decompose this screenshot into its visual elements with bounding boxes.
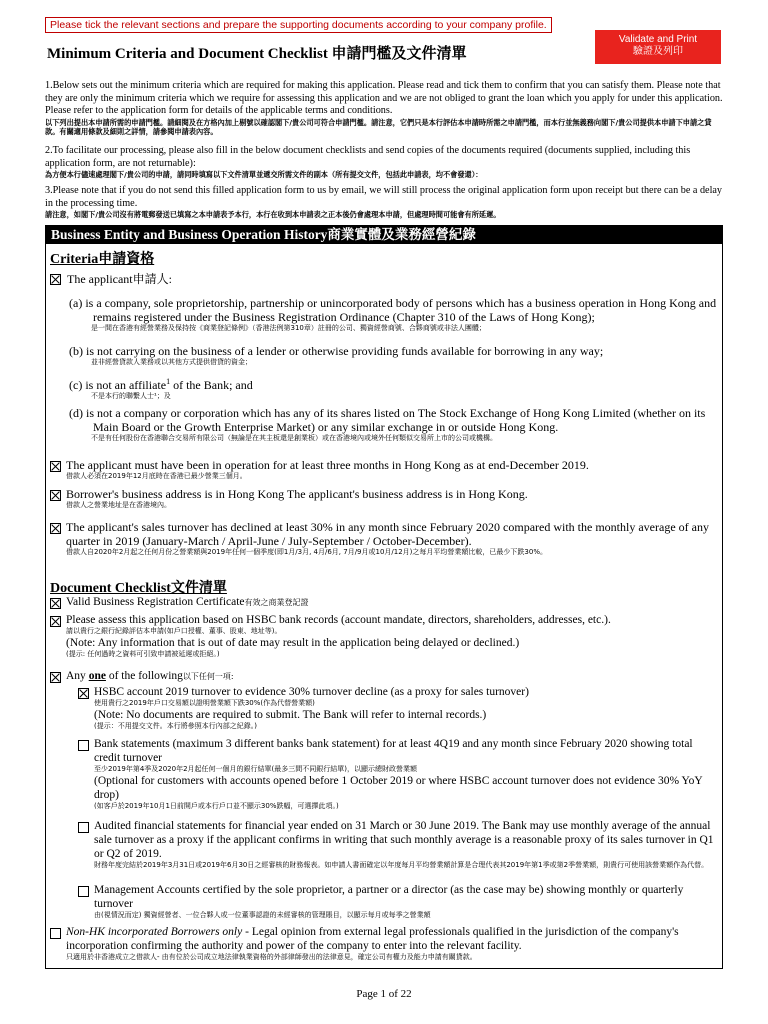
bank-statements-en: Bank statements (maximum 3 different banks bank statement) for at least 4Q19 and any month since February 2020 showing total credit turnover xyxy=(94,738,693,764)
criterion-b-en: (b) is not carrying on the business of a lender or otherwise providing funds available for borrowing in any way; xyxy=(69,344,604,358)
intro-2-zh: 為方便本行儘速處理閣下/貴公司的申請，請同時填寫以下文件清單並遞交所需文件的副本（所有提交文件，包括此申請表，均不會發還）： xyxy=(45,170,483,179)
any-one-emphasis: one xyxy=(88,670,106,682)
hsbc-records-zh: 請以貴行之銀行紀錄評估本申請(如戶口授權、董事、股東、地址等)。 xyxy=(66,627,282,635)
validate-button-label-zh: 驗證及列印 xyxy=(633,46,683,57)
bank-statements-option-checkbox[interactable] xyxy=(78,740,89,751)
business-registration-item xyxy=(66,595,309,609)
audited-statements-en: Audited financial statements for financial year ended on 31 March or 30 June 2019. The Bank may use monthly average of the annual sale turnover as a proxy if the applicant confirms in writing that such monthly average is a reasonable proxy of its sales turnover in Q1 or Q2 of 2019. xyxy=(94,820,714,860)
operation-period-criterion xyxy=(66,458,716,481)
operation-period-checkbox[interactable] xyxy=(50,461,61,472)
document-checklist-heading: Document Checklist文件清單 xyxy=(50,581,227,596)
hsbc-records-item xyxy=(66,613,716,659)
turnover-decline-en: The applicant's sales turnover has declined at least 30% in any month since February 2020 compared with the monthly average of any quarter in 2019 (January-March / April-June / July-September / October-December). xyxy=(66,520,709,548)
operation-period-zh: 借款人必須在2019年12月底時在香港已最少營業三個月。 xyxy=(66,472,247,480)
intro-paragraph-1 xyxy=(45,80,723,136)
turnover-decline-checkbox[interactable] xyxy=(50,523,61,534)
audited-statements-option xyxy=(94,819,719,870)
any-one-zh: 以下任何一項: xyxy=(182,672,234,681)
hsbc-note-en: (Note: Any information that is out of date may result in the application being delayed or declined.) xyxy=(66,637,520,649)
audited-statements-option-checkbox[interactable] xyxy=(78,822,89,833)
validate-and-print-button[interactable] xyxy=(595,30,721,64)
management-accounts-option xyxy=(94,883,719,920)
bank-statements-note-en: (Optional for customers with accounts opened before 1 October 2019 or where HSBC account turnover does not evidence 30% YoY drop) xyxy=(94,775,703,801)
any-one-pre: Any xyxy=(66,670,89,682)
hsbc-turnover-note-zh: (提示：不用提交文件。本行將參照本行內部之紀錄。) xyxy=(94,722,257,730)
turnover-decline-criterion xyxy=(66,520,721,557)
intro-3-zh: 請注意，如閣下/貴公司沒有將電郵發送已填寫之本申請表予本行，本行在收到本申請表之正本後仍會處理本申請，但處理時間可能會有所延遲。 xyxy=(45,210,501,219)
hsbc-records-checkbox[interactable] xyxy=(50,616,61,627)
criterion-c-en-post: of the Bank; and xyxy=(170,378,253,392)
business-registration-checkbox[interactable] xyxy=(50,598,61,609)
criterion-d-zh: 不是有任何股份在香港聯合交易所有限公司（無論是在其主板還是創業板）或在香港境內或境外任何類似交易所上市的公司或機構。 xyxy=(91,434,497,442)
criterion-b xyxy=(69,344,719,367)
intro-paragraph-3 xyxy=(45,185,723,219)
management-accounts-option-checkbox[interactable] xyxy=(78,886,89,897)
hsbc-turnover-zh: 使用貴行之2019年戶口交易額以證明營業額下跌30%(作為代替營業額) xyxy=(94,699,315,707)
hsbc-records-en: Please assess this application based on HSBC bank records (account mandate, directors, shareholders, addresses, etc.). xyxy=(66,614,611,626)
any-one-item xyxy=(66,669,234,683)
validate-button-label-en: Validate and Print xyxy=(618,34,698,45)
applicant-label: The applicant申請人: xyxy=(67,272,172,286)
operation-period-en: The applicant must have been in operation for at least three months in Hong Kong as at end-December 2019. xyxy=(66,458,589,472)
non-hk-borrower-item xyxy=(66,925,716,962)
intro-2-en: 2.To facilitate our processing, please also fill in the below document checklists and send copies of the documents required (documents supplied, including this application form, are not returnable): xyxy=(45,145,691,169)
non-hk-borrower-checkbox[interactable] xyxy=(50,928,61,939)
page-number: Page 1 of 22 xyxy=(356,988,412,1000)
criterion-a xyxy=(69,296,719,333)
hsbc-turnover-option-checkbox[interactable] xyxy=(78,688,89,699)
criteria-heading: Criteria申請資格 xyxy=(50,252,155,267)
hsbc-turnover-en: HSBC account 2019 turnover to evidence 30% turnover decline (as a proxy for sales turnover) xyxy=(94,686,529,698)
instruction-notice: Please tick the relevant sections and prepare the supporting documents according to your company profile. xyxy=(45,17,552,33)
page-title: Minimum Criteria and Document Checklist 申請門檻及文件清單 xyxy=(47,46,467,62)
any-one-checkbox[interactable] xyxy=(50,672,61,683)
footnote-marker: 1 xyxy=(166,377,171,386)
hsbc-turnover-note-en: (Note: No documents are required to submit. The Bank will refer to internal records.) xyxy=(94,709,487,721)
section-header-bar: Business Entity and Business Operation History商業實體及業務經營紀錄 xyxy=(45,225,723,244)
bank-statements-note-zh: (如客戶於2019年10月1日前開戶或本行戶口並不顯示30%跌幅，可選擇此項。) xyxy=(94,802,339,810)
hsbc-note-zh: (提示: 任何過時之資料可引致申請被延遲或拒絕。) xyxy=(66,650,220,658)
non-hk-borrower-italic: Non-HK incorporated Borrowers only xyxy=(66,926,243,938)
hsbc-turnover-option xyxy=(94,685,719,731)
audited-statements-zh: 財務年度完結於2019年3月31日或2019年6月30日之經審核的財務報表。如申請人書面確定以年度每月平均營業額計算是合理代表其2019年第1季或第2季營業額，則貴行可使用該營業額作為代替。 xyxy=(94,861,709,869)
any-one-post: of the following xyxy=(105,670,183,682)
criterion-d-en: (d) is not a company or corporation which has any of its shares listed on The Stock Exchange of Hong Kong Limited (whether on its Main Board or the Growth Enterprise Market) or any similar exchange in or outside Hong Kong. xyxy=(69,406,706,434)
business-address-zh: 借款人之營業地址是在香港境內。 xyxy=(66,501,171,509)
criterion-c-zh: 不是本行的聯繫人士¹；及 xyxy=(91,392,171,400)
applicant-checkbox[interactable] xyxy=(50,274,61,285)
criterion-c xyxy=(69,375,719,401)
bank-statements-option xyxy=(94,737,719,811)
business-address-checkbox[interactable] xyxy=(50,490,61,501)
criterion-b-zh: 並非經營貸款人業務或以其他方式提供借貸的資金； xyxy=(91,358,252,366)
management-accounts-en: Management Accounts certified by the sole proprietor, a partner or a director (as the case may be) showing monthly or quarterly turnover xyxy=(94,884,684,910)
criterion-c-en-pre: (c) is not an affiliate xyxy=(69,378,167,392)
intro-1-en: 1.Below sets out the minimum criteria which are required for making this application. Please read and tick them to confirm that you can satisfy them. Please note that they are only the minimum criteria which we require for assessing this application and we are not obliged to grant the loan which you apply for under this application. Please refer to the application form for details of the applicable terms and conditions. xyxy=(45,80,723,116)
business-address-en: Borrower's business address is in Hong Kong The applicant's business address is in Hong Kong. xyxy=(66,487,528,501)
business-registration-en: Valid Business Registration Certificate xyxy=(66,596,245,608)
criterion-d xyxy=(69,406,719,443)
intro-3-en: 3.Please note that if you do not send this filled application form to us by email, we will still process the original application form upon receipt but there can be a delay in the processing time. xyxy=(45,185,723,209)
intro-paragraph-2 xyxy=(45,145,723,179)
intro-1-zh: 以下列出提出本申請所需的申請門檻。請細閱及在方格內加上剔號以確認閣下/貴公司可符合申請門檻。請注意，它們只是本行評估本申請時所需之申請門檻，而本行並無義務向閣下/貴公司提供本申請下申請之貸款。有關適用條款及細則之詳情，請參閱申請表內容。 xyxy=(45,117,712,136)
criterion-a-en: (a) is a company, sole proprietorship, partnership or unincorporated body of persons which has a business operation in Hong Kong and remains registered under the Business Registration Ordinance (Chapter 310 of the Laws of Hong Kong); xyxy=(69,296,717,324)
business-address-criterion xyxy=(66,487,716,510)
business-registration-zh: 有效之商業登記證 xyxy=(244,598,309,607)
non-hk-borrower-en: - Legal opinion from external legal professionals qualified in the jurisdiction of the company's incorporation confirming the authority and power of the company to enter into the relevant facility. xyxy=(66,926,679,952)
non-hk-borrower-zh: 只適用於非香港成立之借款人- 由有位於公司成立地法律執業資格的外部律師發出的法律意見，確定公司有權力及能力申請有關貸款。 xyxy=(66,953,477,961)
criterion-a-zh: 是一間在香港有經營業務及保持按《商業登記條例》（香港法例第310章）註冊的公司、獨資經營商號、合夥商號或非法人團體； xyxy=(91,324,486,332)
turnover-decline-zh: 借款人自2020年2月起之任何月份之營業額與2019年任何一個季度(即1月/3月, 4月/6月, 7月/9月或10月/12月)之每月平均營業額比較，已最少下跌30%。 xyxy=(66,548,547,556)
management-accounts-zh: 由(視情況而定) 獨資經營者、一位合夥人或一位董事認證的未經審核的管理賬目，以顯示每月或每季之營業額 xyxy=(94,911,431,919)
bank-statements-zh: 至少2019年第4季及2020年2月起任何一個月的銀行結單(最多三間不同銀行結單)，以顯示總財政營業額 xyxy=(94,765,417,773)
